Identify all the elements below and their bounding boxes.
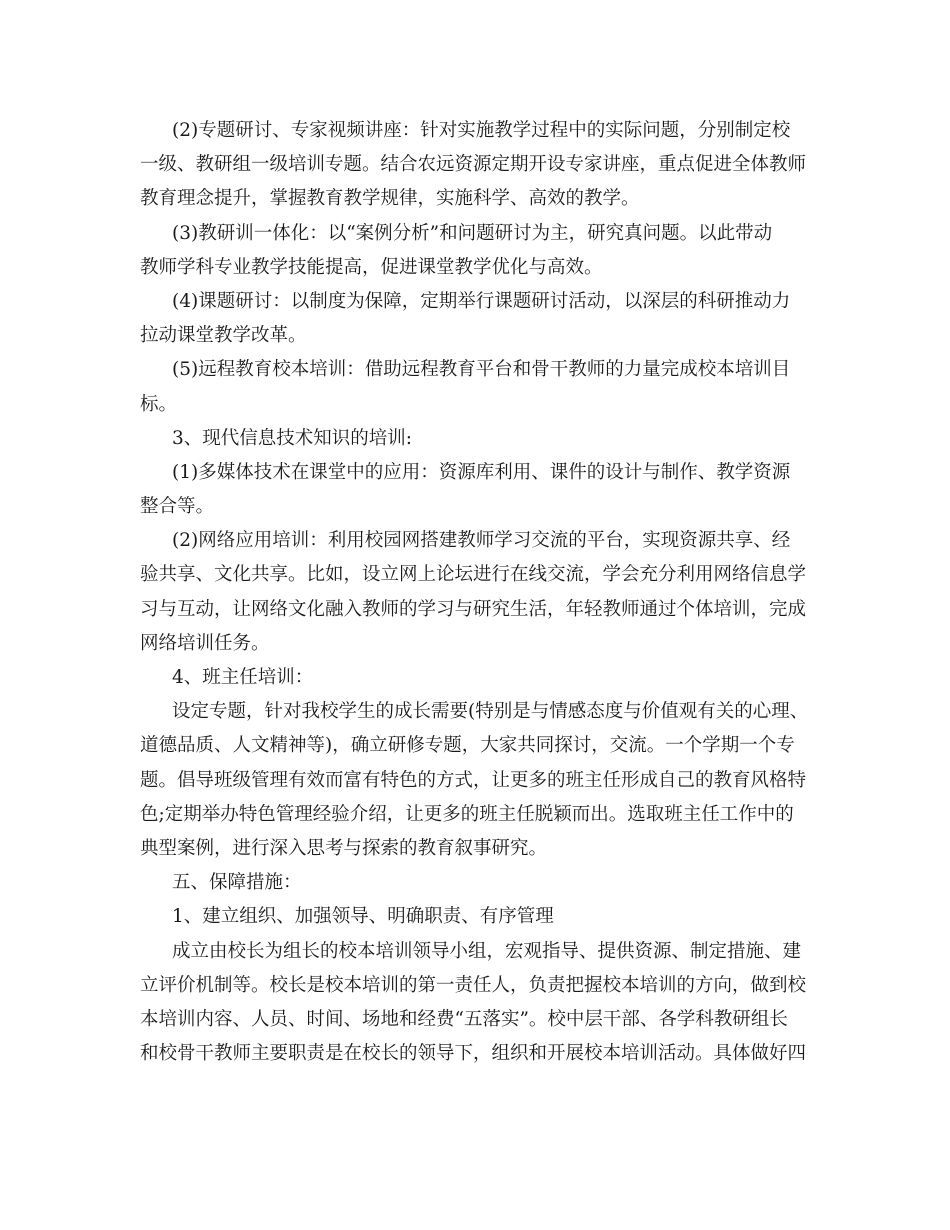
text-line: 3、现代信息技术知识的培训: [172, 427, 413, 449]
text-line: 道德品质、人文精神等)，确立研修专题，大家共同探讨，交流。一个学期一个专 [140, 735, 795, 757]
text-line: (3)教研训一体化：以“案例分析”和问题研讨为主，研究真问题。以此带动 [172, 222, 773, 244]
text-line: 一级、教研组一级培训专题。结合农远资源定期开设专家讲座，重点促进全体教师 [140, 154, 807, 176]
text-line: (1)多媒体技术在课堂中的应用：资源库利用、课件的设计与制作、教学资源 [172, 461, 791, 483]
text-line: 1、建立组织、加强领导、明确职责、有序管理 [172, 906, 554, 928]
text-line: 网络培训任务。 [140, 632, 270, 654]
text-line: 色;定期举办特色管理经验介绍，让更多的班主任脱颖而出。选取班主任工作中的 [140, 803, 794, 825]
text-line: 设定专题，针对我校学生的成长需要(特别是与情感态度与价值观有关的心理、 [172, 701, 809, 723]
text-line: 拉动课堂教学改革。 [140, 325, 307, 347]
text-line: 教师学科专业教学技能提高，促进课堂教学优化与高效。 [140, 256, 603, 278]
text-line: 教育理念提升，掌握教育教学规律，实施科学、高效的教学。 [140, 188, 640, 210]
text-line: (2)网络应用培训：利用校园网搭建教师学习交流的平台，实现资源共享、经 [172, 530, 791, 552]
text-line: 题。倡导班级管理有效而富有特色的方式，让更多的班主任形成自己的教育风格特 [140, 769, 807, 791]
document-body [140, 114, 812, 1071]
text-line: 本培训内容、人员、时间、场地和经费“五落实”。校中层干部、各学科教研组长 [140, 1008, 788, 1030]
text-line: (5)远程教育校本培训：借助远程教育平台和骨干教师的力量完成校本培训目 [172, 359, 791, 381]
text-line: 和校骨干教师主要职责是在校长的领导下，组织和开展校本培训活动。具体做好四 [140, 1043, 807, 1065]
text-line: 立评价机制等。校长是校本培训的第一责任人，负责把握校本培训的方向，做到校 [140, 974, 807, 996]
text-line: 五、保障措施： [172, 872, 302, 894]
text-line: (4)课题研讨：以制度为保障，定期举行课题研讨活动，以深层的科研推动力 [172, 290, 791, 312]
text-line: 成立由校长为组长的校本培训领导小组，宏观指导、提供资源、制定措施、建 [172, 940, 802, 962]
text-line: 整合等。 [140, 496, 215, 518]
text-line: 典型案例，进行深入思考与探索的教育叙事研究。 [140, 837, 548, 859]
text-line: 4、班主任培训： [172, 667, 314, 688]
text-line: 验共享、文化共享。比如，设立网上论坛进行在线交流，学会充分利用网络信息学 [140, 564, 807, 586]
text-line: 标。 [140, 393, 178, 415]
text-line: 习与互动，让网络文化融入教师的学习与研究生活，年轻教师通过个体培训，完成 [140, 598, 807, 620]
text-line: (2)专题研讨、专家视频讲座：针对实施教学过程中的实际问题，分别制定校 [172, 120, 791, 141]
